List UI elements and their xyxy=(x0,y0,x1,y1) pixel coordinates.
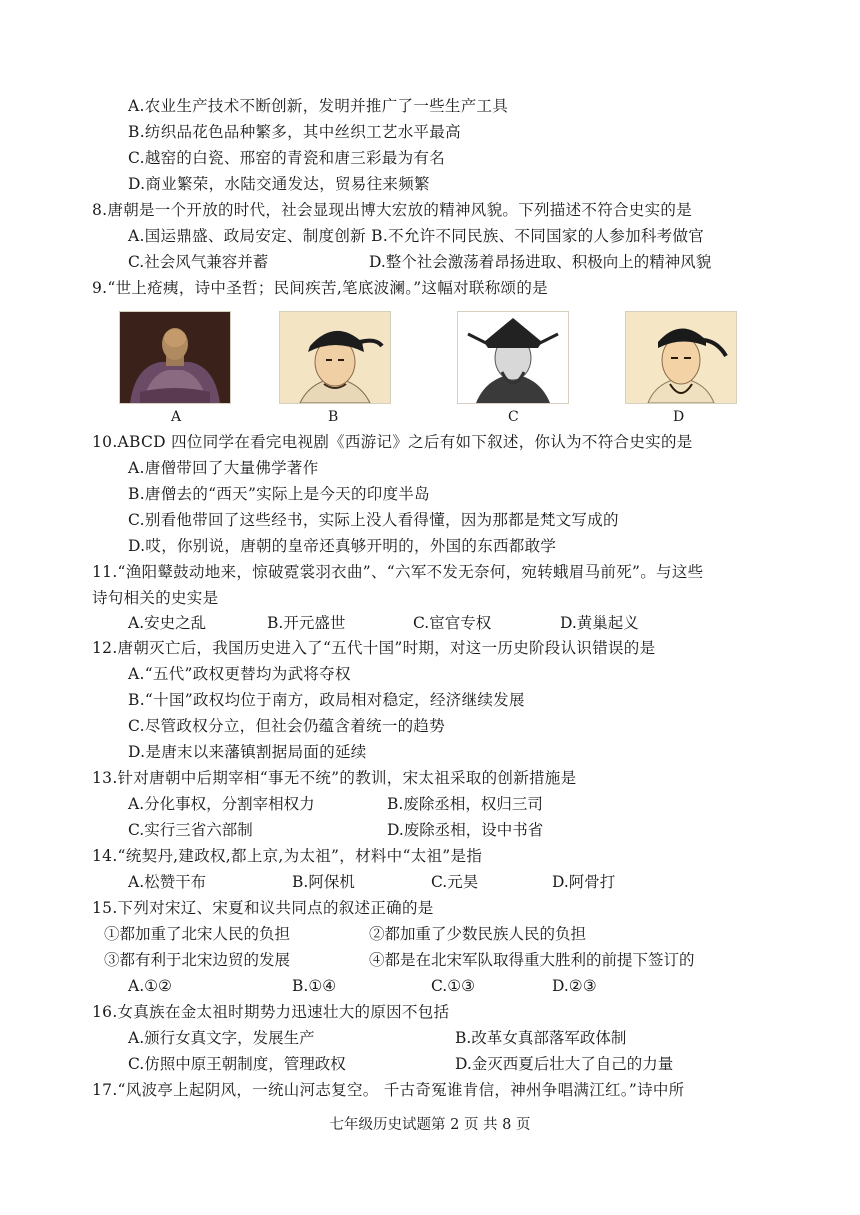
q16-option-a: A.颁行女真文字，发展生产 xyxy=(128,1029,315,1047)
seated-monk-statue-icon xyxy=(120,312,230,403)
q14-option-a: A.松赞干布 xyxy=(128,873,207,891)
q15-statement-2: ②都加重了少数民族人民的负担 xyxy=(369,925,587,943)
q15-option-c: C.①③ xyxy=(431,977,476,995)
q13-stem: 13.针对唐朝中后期宰相“事无不统”的教训，宋太祖采取的创新措施是 xyxy=(92,769,577,787)
q11-option-b: B.开元盛世 xyxy=(267,614,346,632)
q14-option-b: B.阿保机 xyxy=(292,873,355,891)
q9-image-d xyxy=(625,311,737,404)
q9-label-c: C xyxy=(508,409,519,425)
portrait-scholar-icon xyxy=(626,312,736,403)
q12-option-b: B.“十国”政权均位于南方，政局相对稳定，经济继续发展 xyxy=(128,691,525,709)
q8-stem: 8.唐朝是一个开放的时代，社会显现出博大宏放的精神风貌。下列描述不符合史实的是 xyxy=(92,201,692,219)
q15-option-b: B.①④ xyxy=(292,977,337,995)
q12-option-c: C.尽管政权分立，但社会仍蕴含着统一的趋势 xyxy=(128,717,446,735)
q15-statement-3: ③都有利于北宋边贸的发展 xyxy=(104,951,291,969)
q16-option-d: D.金灭西夏后壮大了自己的力量 xyxy=(455,1055,674,1073)
q10-option-b: B.唐僧去的“西天”实际上是今天的印度半岛 xyxy=(128,485,430,503)
portrait-official-hat-icon xyxy=(458,312,568,403)
q13-option-c: C.实行三省六部制 xyxy=(128,821,253,839)
q12-option-a: A.“五代”政权更替均为武将夺权 xyxy=(128,665,351,683)
q7-option-b: B.纺织品花色品种繁多，其中丝织工艺水平最高 xyxy=(128,123,461,141)
q14-option-d: D.阿骨打 xyxy=(552,873,616,891)
q9-image-c xyxy=(457,311,569,404)
q12-option-d: D.是唐末以来藩镇割据局面的延续 xyxy=(128,743,367,761)
q10-option-a: A.唐僧带回了大量佛学著作 xyxy=(128,459,319,477)
q15-statement-4: ④都是在北宋军队取得重大胜利的前提下签订的 xyxy=(369,951,695,969)
q16-option-c: C.仿照中原王朝制度，管理政权 xyxy=(128,1055,346,1073)
q9-image-a xyxy=(119,311,231,404)
q13-option-b: B.废除丞相，权归三司 xyxy=(387,795,543,813)
page-footer: 七年级历史试题第 2 页 共 8 页 xyxy=(329,1117,531,1133)
q16-stem: 16.女真族在金太祖时期势力迅速壮大的原因不包括 xyxy=(92,1003,450,1021)
q10-option-c: C.别看他带回了这些经书，实际上没人看得懂，因为那都是梵文写成的 xyxy=(128,511,619,529)
q9-label-d: D xyxy=(673,409,685,425)
q7-option-d: D.商业繁荣，水陆交通发达，贸易往来频繁 xyxy=(128,175,430,193)
q14-option-c: C.元昊 xyxy=(431,873,479,891)
q9-label-a: A xyxy=(171,409,182,425)
q8-option-d: D.整个社会激荡着昂扬进取、积极向上的精神风貌 xyxy=(369,253,712,271)
q15-stem: 15.下列对宋辽、宋夏和议共同点的叙述正确的是 xyxy=(92,899,434,917)
q12-stem: 12.唐朝灭亡后，我国历史进入了“五代十国”时期，对这一历史阶段认识错误的是 xyxy=(92,639,656,657)
q11-option-c: C.宦官专权 xyxy=(413,614,492,632)
q11-option-d: D.黄巢起义 xyxy=(560,614,639,632)
q11-stem-line1: 11.“渔阳鼙鼓动地来，惊破霓裳羽衣曲”、“六军不发无奈何，宛转蛾眉马前死”。与这些 xyxy=(92,563,704,581)
q14-stem: 14.“统契丹,建政权,都上京,为太祖”，材料中“太祖”是指 xyxy=(92,847,483,865)
q11-option-a: A.安史之乱 xyxy=(128,614,207,632)
q15-statement-1: ①都加重了北宋人民的负担 xyxy=(104,925,291,943)
q15-option-a: A.①② xyxy=(128,977,172,995)
q9-label-b: B xyxy=(328,409,339,425)
q9-image-b xyxy=(279,311,391,404)
portrait-black-cap-icon xyxy=(280,312,390,403)
q13-option-d: D.废除丞相，设中书省 xyxy=(387,821,544,839)
q9-stem: 9.“世上疮痍，诗中圣哲；民间疾苦,笔底波澜。”这幅对联称颂的是 xyxy=(92,279,548,297)
q13-option-a: A.分化事权，分割宰相权力 xyxy=(128,795,315,813)
q8-options-ab: A.国运鼎盛、政局安定、制度创新 B.不允许不同民族、不同国家的人参加科考做官 xyxy=(128,227,705,245)
q7-option-c: C.越窑的白瓷、邢窑的青瓷和唐三彩最为有名 xyxy=(128,149,446,167)
q10-stem: 10.ABCD 四位同学在看完电视剧《西游记》之后有如下叙述，你认为不符合史实的是 xyxy=(92,433,693,451)
q8-option-c: C.社会风气兼容并蓄 xyxy=(128,253,269,271)
q11-stem-line2: 诗句相关的史实是 xyxy=(92,589,219,607)
q10-option-d: D.哎，你别说，唐朝的皇帝还真够开明的，外国的东西都敢学 xyxy=(128,537,557,555)
q7-option-a: A.农业生产技术不断创新，发明并推广了一些生产工具 xyxy=(128,97,509,115)
q16-option-b: B.改革女真部落军政体制 xyxy=(455,1029,627,1047)
q15-option-d: D.②③ xyxy=(552,977,597,995)
q17-stem: 17.“风波亭上起阴风，一统山河志复空。 千古奇冤谁肯信，神州争唱满江红。”诗中所 xyxy=(92,1081,685,1099)
